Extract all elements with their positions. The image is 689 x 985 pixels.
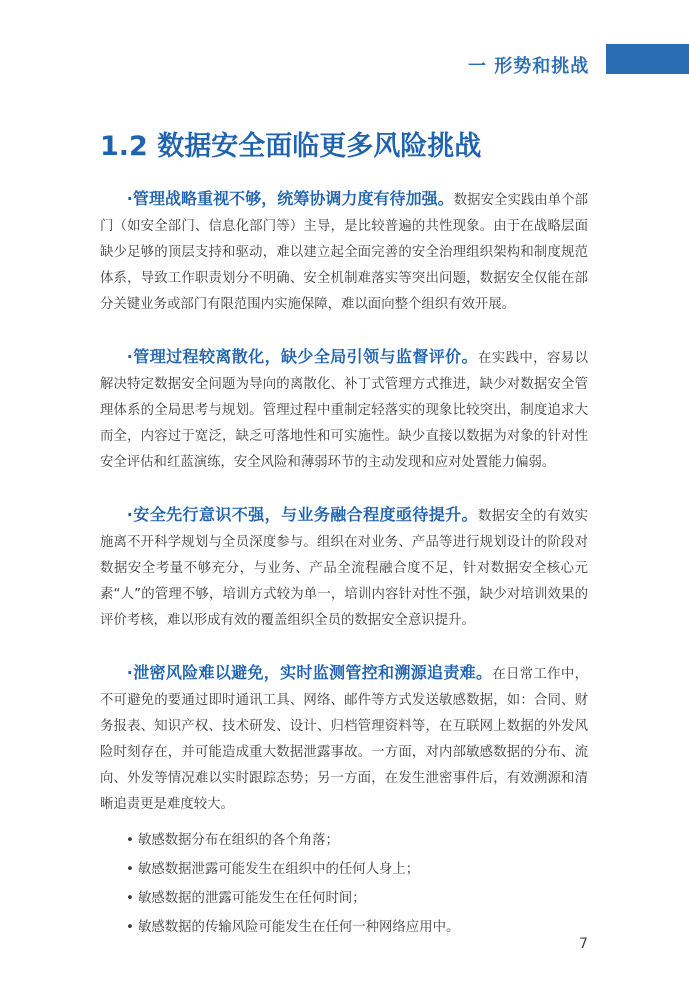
paragraph-management-process xyxy=(100,344,588,476)
page-content xyxy=(100,186,588,942)
paragraph-management-strategy xyxy=(100,186,588,318)
risk-bullet-list xyxy=(100,826,588,942)
bullet-text: 敏感数据泄露可能发生在组织中的任何人身上； xyxy=(138,862,420,877)
paragraph-security-awareness xyxy=(100,502,588,634)
section-title: 1.2 数据安全面临更多风险挑战 xyxy=(100,131,482,162)
paragraph-lead: ·泄密风险难以避免，实时监测管控和溯源追责难。 xyxy=(126,663,493,682)
bullet-text: 敏感数据分布在组织的各个角落； xyxy=(138,833,339,848)
paragraph-lead: ·安全先行意识不强，与业务融合程度亟待提升。 xyxy=(126,505,478,524)
paragraph-body: 在实践中，容易以解决特定数据安全问题为导向的离散化、补丁式管理方式推进，缺少对数据安全管理体系的全局思考与规划。管理过程中重制定轻落实的现象比较突出，制度追求大而全，内容过于宽泛，缺乏可落地性和可实施性。缺少直接以数据为对象的针对性安全评估和红蓝演练，安全风险和薄弱环节的主动发现和应对处置能力偏弱。 xyxy=(100,351,588,470)
paragraph-body: 在日常工作中，不可避免的要通过即时通讯工具、网络、邮件等方式发送敏感数据，如：合同、财务报表、知识产权、技术研发、设计、归档管理资料等，在互联网上数据的外发风险时刻存在，并可能造成重大数据泄露事故。一方面，对内部敏感数据的分布、流向、外发等情况难以实时跟踪态势；另一方面，在发生泄密事件后，有效溯源和清晰追责更是难度较大。 xyxy=(100,667,588,812)
paragraph-lead: ·管理战略重视不够，统筹协调力度有待加强。 xyxy=(126,189,454,208)
bullet-dot-icon: • xyxy=(126,862,134,877)
bullet-dot-icon: • xyxy=(126,833,134,848)
paragraph-lead: ·管理过程较离散化，缺少全局引领与监督评价。 xyxy=(126,347,478,366)
paragraph-body: 数据安全实践由单个部门（如安全部门、信息化部门等）主导，是比较普遍的共性现象。由于在战略层面缺少足够的顶层支持和驱动，难以建立起全面完善的安全治理组织架构和制度规范体系，导致工作职责划分不明确、安全机制难落实等突出问题，数据安全仅能在部分关键业务或部门有限范围内实施保障，难以面向整个组织有效开展。 xyxy=(100,193,588,312)
bullet-item xyxy=(126,913,588,942)
paragraph-leak-risk xyxy=(100,660,588,818)
bullet-item xyxy=(126,884,588,913)
bullet-item xyxy=(126,826,588,855)
bullet-dot-icon: • xyxy=(126,891,134,906)
chapter-header-label: 一 形势和挑战 xyxy=(468,56,590,77)
bullet-dot-icon: • xyxy=(126,920,134,935)
chapter-header-bar xyxy=(606,44,689,74)
bullet-text: 敏感数据的泄露可能发生在任何时间； xyxy=(138,891,366,906)
bullet-text: 敏感数据的传输风险可能发生在任何一种网络应用中。 xyxy=(138,920,460,935)
paragraph-body: 数据安全的有效实施离不开科学规划与全员深度参与。组织在对业务、产品等进行规划设计的阶段对数据安全考量不够充分，与业务、产品全流程融合度不足，针对数据安全核心元素“人”的管理不够，培训方式较为单一，培训内容针对性不强，缺少对培训效果的评价考核，难以形成有效的覆盖组织全员的数据安全意识提升。 xyxy=(100,509,588,628)
bullet-item xyxy=(126,855,588,884)
page-number: 7 xyxy=(579,936,588,952)
